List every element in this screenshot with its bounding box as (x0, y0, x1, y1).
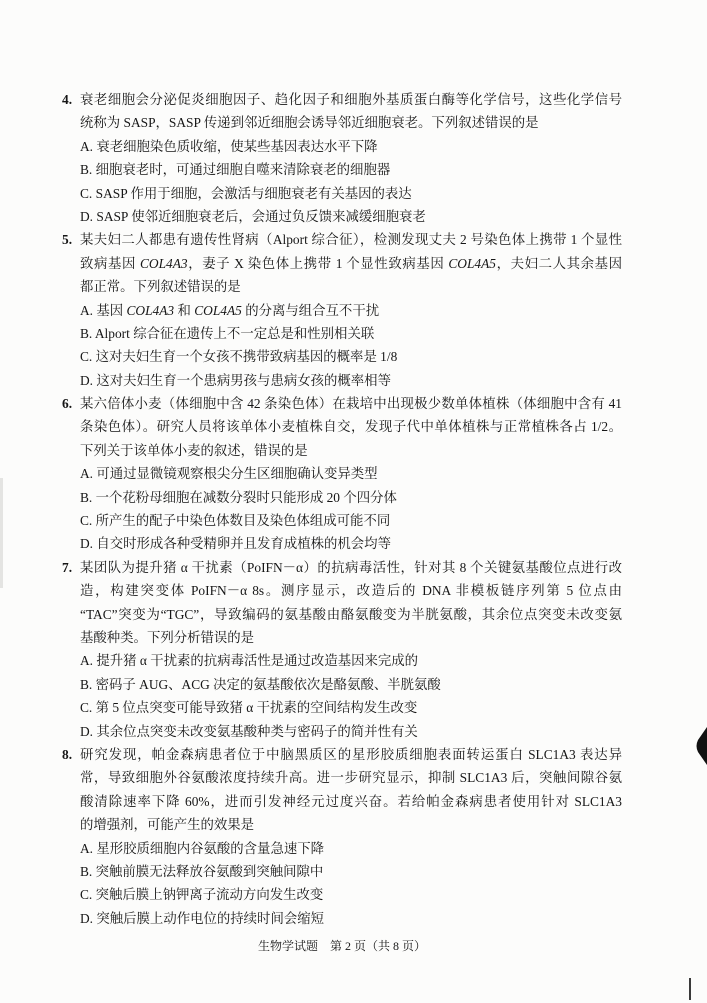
question-number: 4. (62, 92, 73, 107)
question-4-option-d: D. SASP 使邻近细胞衰老后，会通过负反馈来减缓细胞衰老 (80, 208, 426, 224)
question-4-option-a: A. 衰老细胞染色质收缩，使某些基因表达水平下降 (80, 138, 378, 154)
question-7-option-b: B. 密码子 AUG、ACG 决定的氨基酸依次是酪氨酸、半胱氨酸 (80, 676, 441, 692)
option-text: 的分离与组合互不干扰 (241, 302, 380, 318)
question-6-option-a: A. 可通过显微镜观察根尖分生区细胞确认变异类型 (80, 466, 378, 482)
question-8-stem-line-3: 酸清除速率下降 60%，进而引发神经元过度兴奋。若给帕金森病患者使用针对 SLC1A3 (80, 793, 622, 809)
option-text: A. 基因 (80, 302, 127, 318)
question-4 (62, 88, 622, 228)
question-8 (62, 743, 622, 930)
question-7-option-d: D. 其余位点突变未改变氨基酸种类与密码子的简并性有关 (80, 723, 418, 739)
question-6-stem-line-3: 下列关于该单体小麦的叙述，错误的是 (80, 442, 308, 458)
question-7-stem-line-2: 造，构建突变体 PoIFN－α 8s。测序显示，改造后的 DNA 非模板链序列第 5 位点由 (80, 583, 622, 599)
gene-name-col4a5: COL4A5 (448, 255, 496, 271)
stem-text: 某团队为提升猪 α 干扰素（PoIFN－α）的抗病毒活性，针对其 8 个关键氨基酸位点进行改 (80, 559, 622, 575)
scan-edge-line (689, 978, 691, 1000)
question-4-option-c: C. SASP 作用于细胞，会激活与细胞衰老有关基因的表达 (80, 185, 412, 201)
question-6-stem-line-2: 条染色体）。研究人员将该单体小麦植株自交，发现子代中单体植株与正常植株各占 1/2。 (80, 419, 622, 435)
question-6-stem-line-1 (62, 392, 622, 415)
question-list (62, 88, 623, 930)
question-4-option-b: B. 细胞衰老时，可通过细胞自噬来清除衰老的细胞器 (80, 162, 391, 178)
question-7-stem-line-4: 基酸种类。下列分析错误的是 (80, 629, 255, 645)
question-8-stem-line-4: 的增强剂，可能产生的效果是 (80, 817, 255, 833)
gene-name-col4a3: COL4A3 (126, 302, 175, 318)
question-8-option-b: B. 突触前膜无法释放谷氨酸到突触间隙中 (80, 863, 324, 879)
option-text: 和 (174, 302, 195, 318)
stem-text: 研究发现，帕金森病患者位于中脑黑质区的星形胶质细胞表面转运蛋白 SLC1A3 表达异 (80, 746, 622, 762)
question-8-option-c: C. 突触后膜上钠钾离子流动方向发生改变 (80, 887, 324, 903)
stem-text: ，夫妇二人其余基因 (496, 255, 623, 271)
question-6-option-b: B. 一个花粉母细胞在减数分裂时只能形成 20 个四分体 (80, 489, 397, 505)
stem-text: 某夫妇二人都患有遗传性肾病（Alport 综合征），检测发现丈夫 2 号染色体上携带 1 个显性 (80, 232, 622, 248)
question-8-option-d: D. 突触后膜上动作电位的持续时间会缩短 (80, 910, 325, 926)
question-5-option-c: C. 这对夫妇生育一个女孩不携带致病基因的概率是 1/8 (80, 349, 398, 365)
question-7-option-c: C. 第 5 位点突变可能导致猪 α 干扰素的空间结构发生改变 (80, 700, 418, 716)
question-8-stem-line-2: 常，导致细胞外谷氨酸浓度持续升高。进一步研究显示，抑制 SLC1A3 后，突触间隙谷氨 (80, 770, 622, 786)
stem-text: 衰老细胞会分泌促炎细胞因子、趋化因子和细胞外基质蛋白酶等化学信号，这些化学信号 (80, 92, 622, 107)
question-4-stem-line-1 (62, 88, 622, 111)
scan-edge-mark (694, 727, 707, 765)
stem-text: 某六倍体小麦（体细胞中含 42 条染色体）在栽培中出现极少数单体植株（体细胞中含有 41 (80, 396, 622, 412)
scan-left-edge-shadow (0, 478, 3, 588)
question-number: 7. (62, 559, 73, 575)
question-6-option-c: C. 所产生的配子中染色体数目及染色体组成可能不同 (80, 513, 391, 529)
gene-name-col4a5: COL4A5 (194, 302, 242, 318)
question-5-option-d: D. 这对夫妇生育一个患病男孩与患病女孩的概率相等 (80, 372, 391, 388)
question-6-option-d: D. 自交时形成各种受精卵并且发育成植株的机会均等 (80, 536, 391, 552)
gene-name-col4a3: COL4A3 (139, 255, 188, 271)
question-7-stem-line-3: “TAC”突变为“TGC”，导致编码的氨基酸由酪氨酸变为半胱氨酸，其余位点突变未改变氨 (80, 606, 622, 622)
question-number: 6. (62, 396, 73, 412)
question-7 (62, 556, 622, 743)
question-5-stem-line-1 (62, 228, 622, 251)
question-5 (62, 228, 623, 392)
question-7-stem-line-1 (62, 556, 622, 579)
question-4-stem-line-2: 统称为 SASP，SASP 传递到邻近细胞会诱导邻近细胞衰老。下列叙述错误的是 (80, 115, 539, 131)
question-5-option-b: B. Alport 综合征在遗传上不一定总是和性别相关联 (80, 325, 375, 341)
question-7-option-a: A. 提升猪 α 干扰素的抗病毒活性是通过改造基因来完成的 (80, 653, 419, 669)
question-number: 5. (62, 232, 73, 248)
question-5-stem-line-3: 都正常。下列叙述错误的是 (80, 279, 241, 295)
question-number: 8. (62, 746, 73, 762)
question-5-stem-line-2 (80, 252, 622, 275)
stem-text: ，妻子 X 染色体上携带 1 个显性致病基因 (187, 255, 449, 271)
page-footer: 生物学试题 第 2 页（共 8 页） (257, 939, 426, 953)
question-5-option-a (80, 299, 622, 322)
question-6 (62, 392, 622, 556)
question-8-stem-line-1 (62, 743, 622, 766)
question-8-option-a: A. 星形胶质细胞内谷氨酸的含量急速下降 (80, 840, 325, 856)
stem-text: 致病基因 (80, 255, 140, 271)
